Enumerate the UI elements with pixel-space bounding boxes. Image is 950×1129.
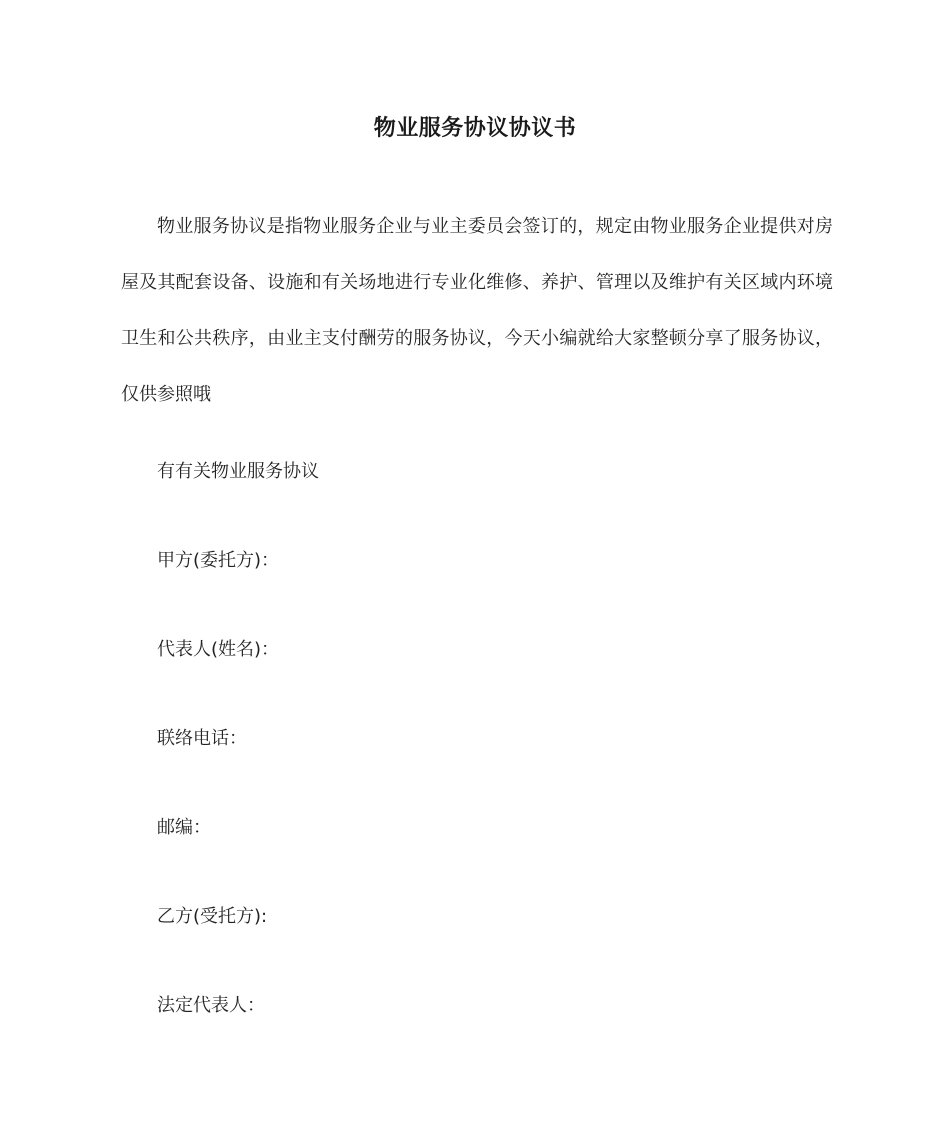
intro-paragraph: 物业服务协议是指物业服务企业与业主委员会签订的，规定由物业服务企业提供对房屋及其配套设备、设施和有关场地进行专业化维修、养护、管理以及维护有关区域内环境卫生和公共秩序，由业主支付酬劳的服务协议，今天小编就给大家整顿分享了服务协议，仅供参照哦 xyxy=(121,216,833,405)
section-heading: 有有关物业服务协议 xyxy=(157,461,319,482)
party-b-label: 乙方(受托方): xyxy=(157,906,268,927)
postcode-label: 邮编： xyxy=(157,817,211,838)
legal-representative-label: 法定代表人： xyxy=(157,995,265,1016)
representative-label: 代表人(姓名)： xyxy=(157,639,280,660)
party-a-label: 甲方(委托方)： xyxy=(157,550,280,571)
phone-label: 联络电话： xyxy=(157,728,247,749)
document-title: 物业服务协议协议书 xyxy=(373,115,577,141)
